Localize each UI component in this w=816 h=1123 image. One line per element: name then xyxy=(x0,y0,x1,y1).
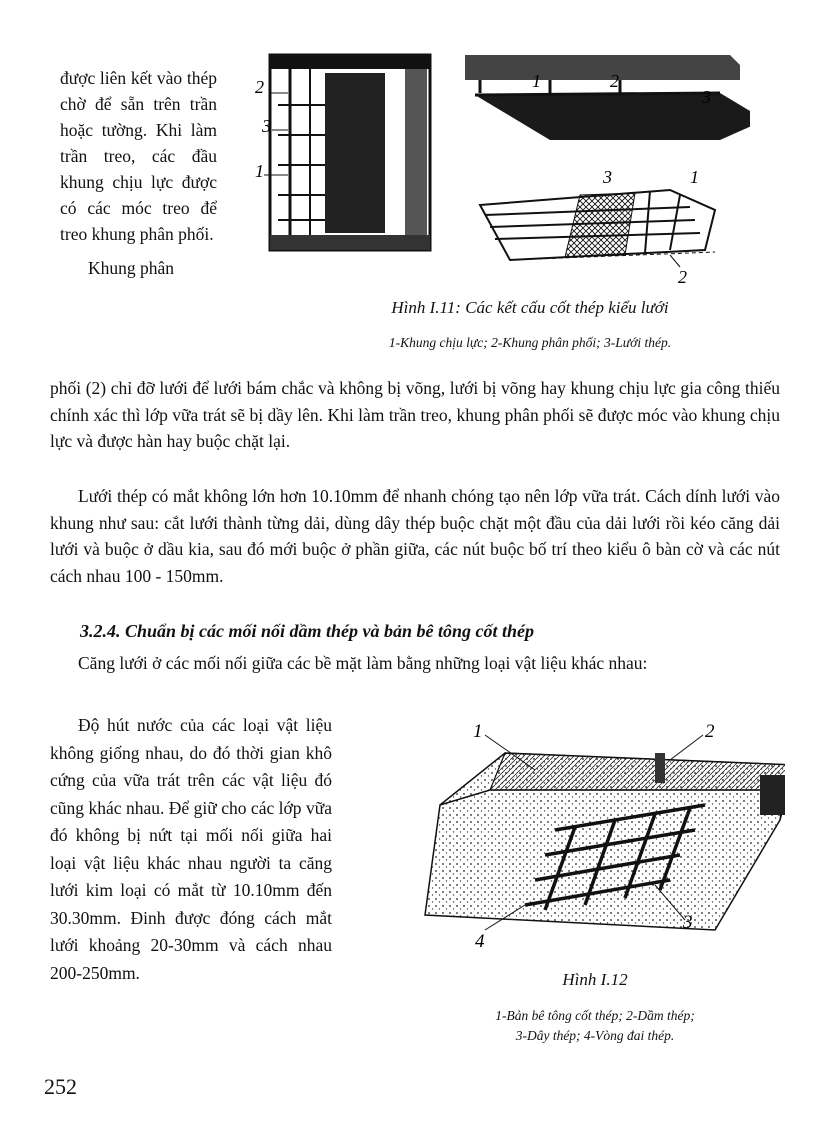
figure-1-label-1-ceiling: 1 xyxy=(532,71,541,91)
figure-2-title: Hình I.12 xyxy=(562,970,628,989)
figure-1-ceiling xyxy=(465,55,750,140)
figure-2-label-2: 2 xyxy=(705,721,715,742)
figure-1-label-2-mesh: 2 xyxy=(678,267,687,287)
paragraph-5-text: Độ hút nước của các loại vật liệu không giống nhau, do đó thời gian khô cứng của vữa trát trên các vật liệu đó cũng khác nhau. Để giữ cho các lớp vữa đó không bị nứt tại mối nối giữa hai loại vật liệu khác nhau người ta căng lưới kim loại có mắt từ 10.10mm đến 30.30mm. Đinh được đóng cách mắt lưới khoảng 20-30mm và cách nhau 200-250mm. xyxy=(50,715,332,983)
figure-1-label-3-ceiling: 3 xyxy=(702,87,711,107)
figure-1-label-1-left: 1 xyxy=(255,161,264,181)
figure-1-title: Hình I.11: Các kết cấu cốt thép kiểu lưới xyxy=(391,298,669,317)
paragraph-2-continuation xyxy=(50,375,780,455)
figure-1-wall-frame xyxy=(255,55,430,250)
figure-1-label-1-mesh: 1 xyxy=(690,167,699,187)
figure-1-label-3-left: 3 xyxy=(262,116,271,136)
figure-1-label-2-left: 2 xyxy=(255,77,264,97)
figure-2-label-1: 1 xyxy=(473,721,483,742)
paragraph-5 xyxy=(50,712,332,987)
figure-1-label-3-mesh: 3 xyxy=(603,167,612,187)
figure-1-illustration xyxy=(250,45,750,290)
page-number: 252 xyxy=(44,1074,77,1099)
figure-2-illustration xyxy=(385,715,785,955)
figure-1-legend: 1-Khung chịu lực; 2-Khung phân phối; 3-Lưới thép. xyxy=(388,335,672,350)
paragraph-2-start: Khung phân xyxy=(88,258,175,278)
figure-2-label-3: 3 xyxy=(683,912,693,933)
figure-2-slab xyxy=(425,753,785,930)
paragraph-4 xyxy=(50,650,780,677)
paragraph-4-text: Căng lưới ở các mối nối giữa các bề mặt làm bằng những loại vật liệu khác nhau: xyxy=(78,653,648,673)
figure-2-legend-line-2: 3-Dây thép; 4-Vòng đai thép. xyxy=(515,1028,675,1043)
paragraph-3 xyxy=(50,483,780,589)
left-column-text xyxy=(60,65,217,281)
section-heading: 3.2.4. Chuẩn bị các mối nối dầm thép và bản bê tông cốt thép xyxy=(80,621,535,641)
figure-2-legend-line-1: 1-Bản bê tông cốt thép; 2-Dầm thép; xyxy=(495,1008,695,1023)
paragraph-3-text: Lưới thép có mắt không lớn hơn 10.10mm để nhanh chóng tạo nên lớp vữa trát. Cách dính lưới vào khung như sau: cắt lưới thành từng dải, dùng dây thép buộc chặt một đầu của dải lưới rồi kéo căng dải lưới và buộc ở dầu kia, sau đó mới buộc ở phần giữa, các nút buộc bố trí theo kiểu ô bàn cờ và các nút cách nhau 100 - 150mm. xyxy=(50,486,780,586)
figure-1-mesh-detail xyxy=(480,167,715,287)
figure-2-label-4: 4 xyxy=(475,931,485,952)
figure-1-label-2-ceiling: 2 xyxy=(610,71,619,91)
left-column-paragraph: được liên kết vào thép chờ để sẵn trên trần hoặc tường. Khi làm trần treo, các đầu khung chịu lực được có các móc treo để treo khung phân phối. xyxy=(60,68,217,244)
paragraph-2-text: phối (2) chỉ đỡ lưới để lưới bám chắc và không bị võng, lưới bị võng hay khung chịu lực gia công thiếu chính xác thì lớp vữa trát sẽ bị dầy lên. Khi làm trần treo, khung phân phối sẽ được móc vào khung chịu lực và được hàn hay buộc chặt lại. xyxy=(50,378,780,451)
figure-2-legend xyxy=(410,1006,780,1046)
